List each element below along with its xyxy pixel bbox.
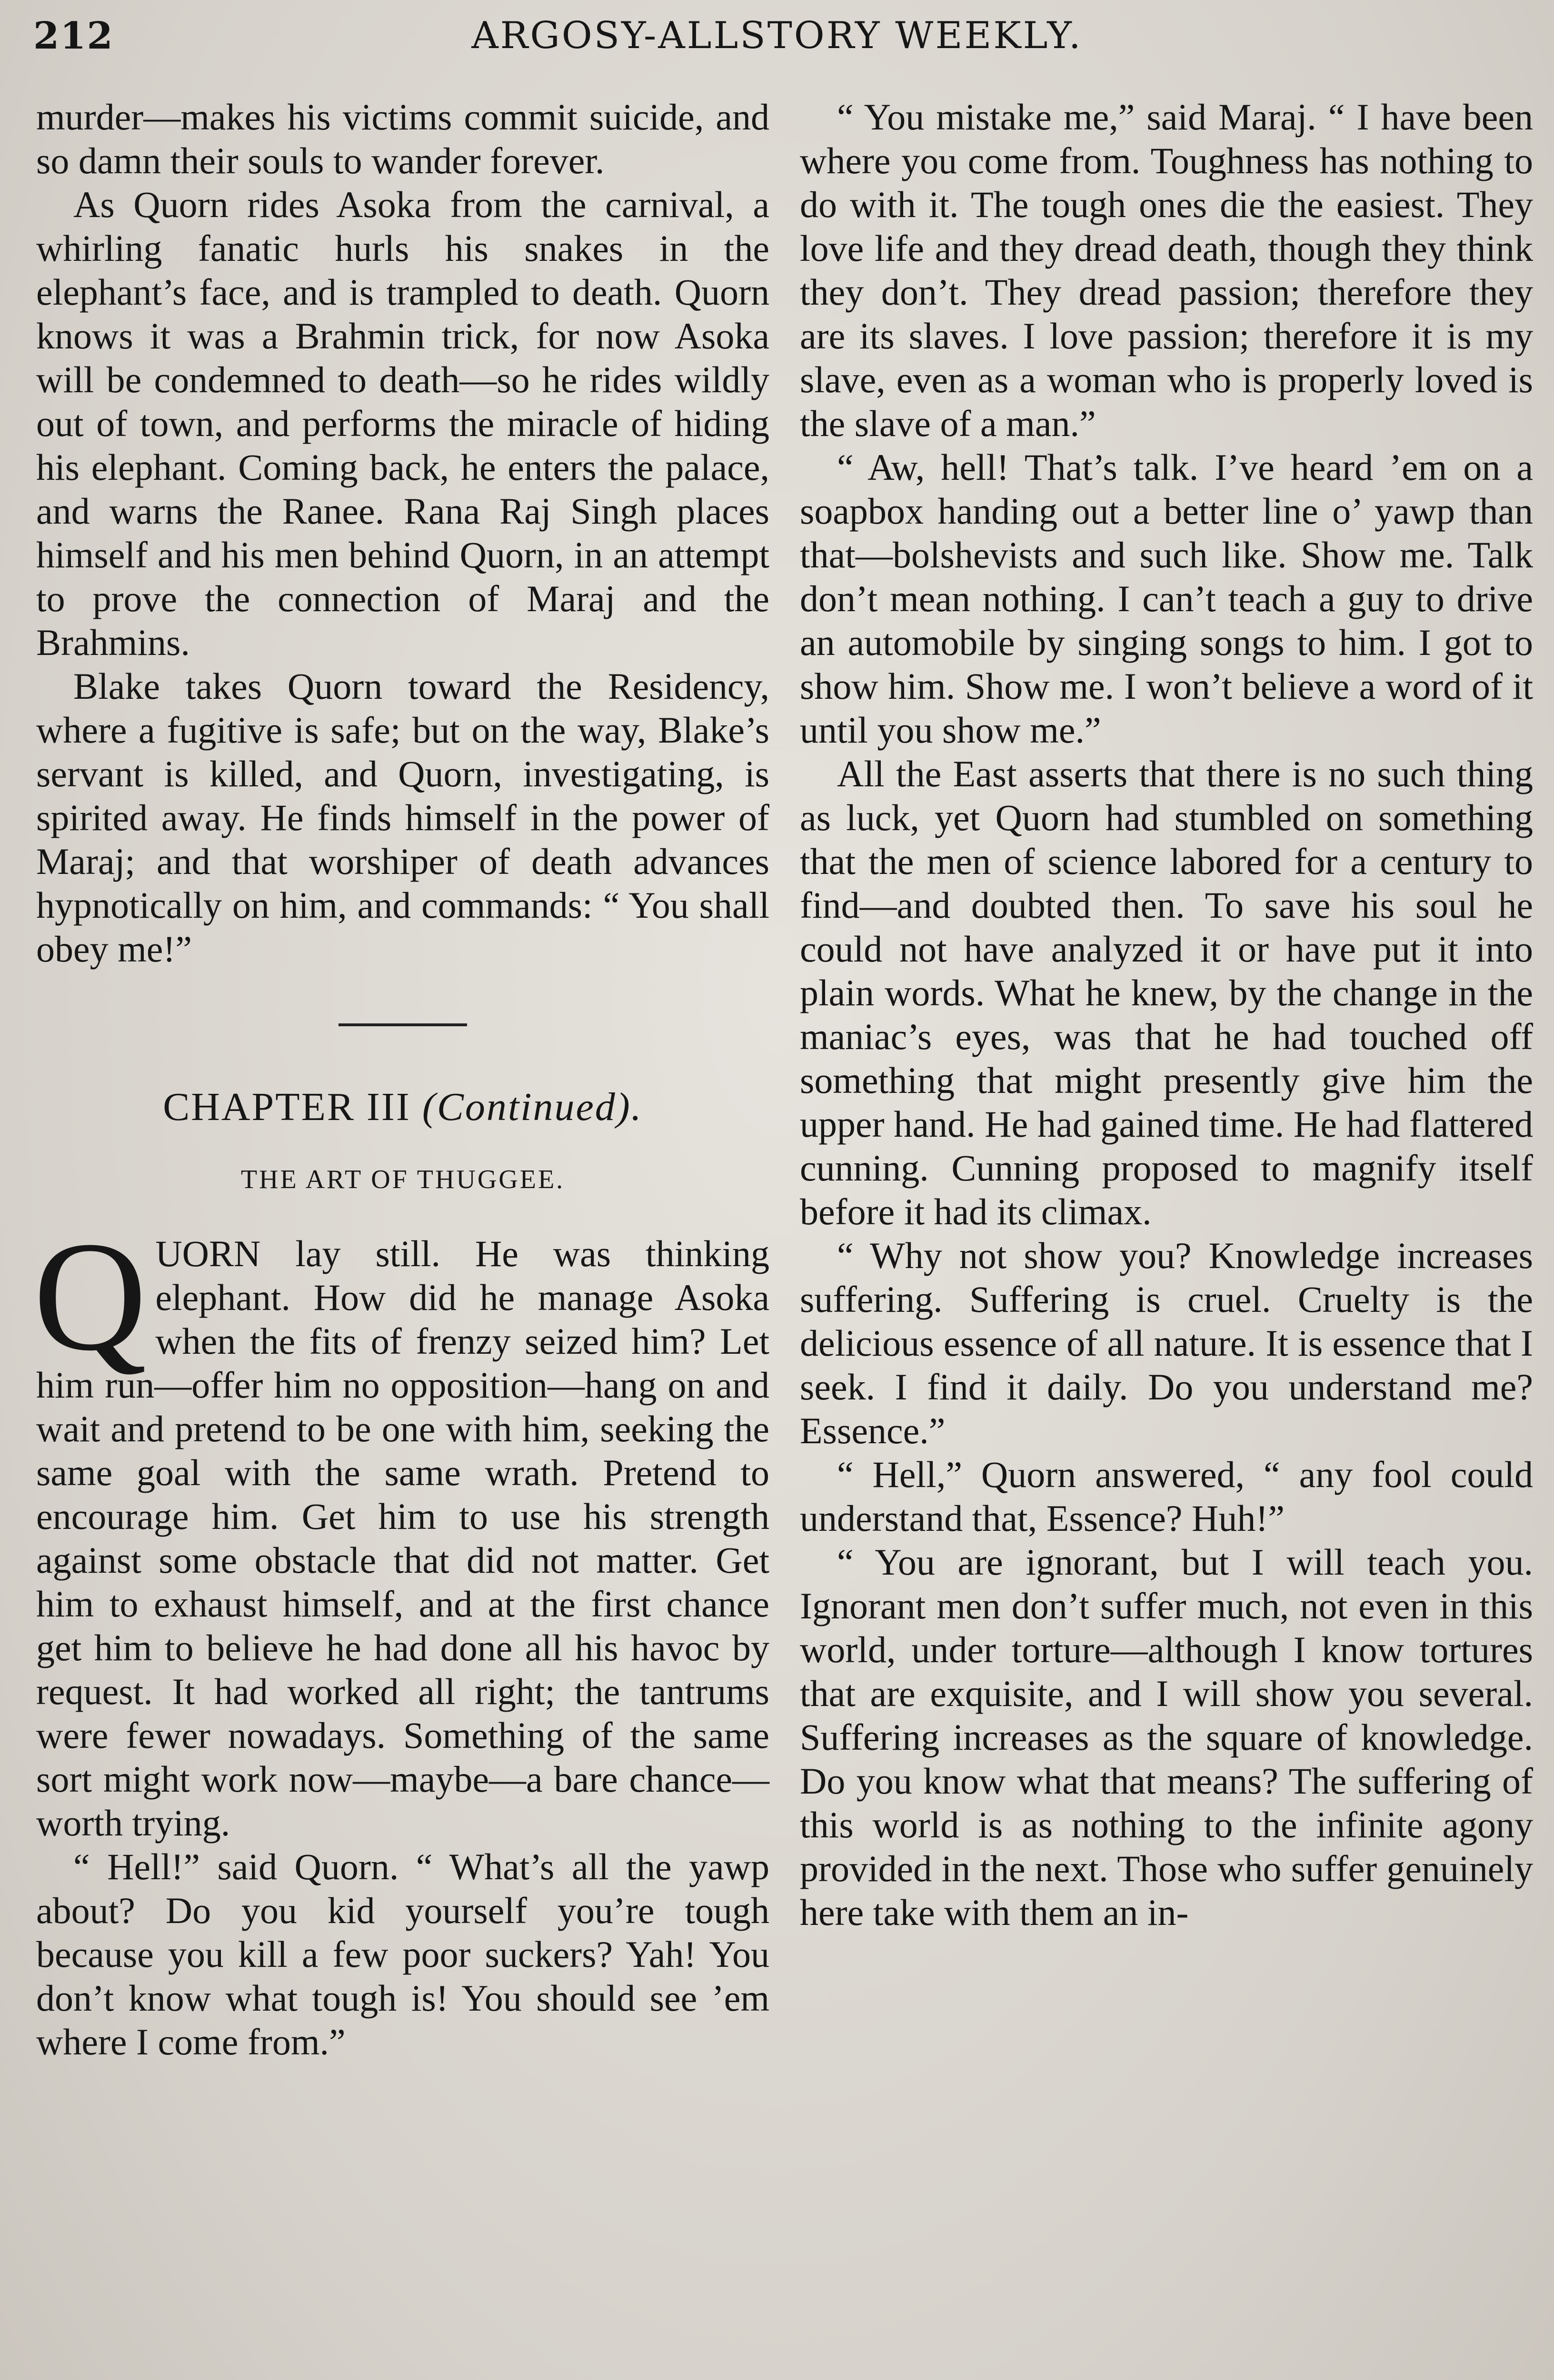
- running-title: ARGOSY-ALLSTORY WEEKLY.: [471, 14, 1083, 57]
- chapter-continued: (Continued).: [422, 1085, 643, 1129]
- paragraph: As Quorn rides Asoka from the carnival, a whirling fanatic hurls his snakes in the elephant’s face, and is trampled to death. Quorn knows it was a Brahmin trick, for now Asoka will be condemned to death—so he rides wildly out of town, and performs the miracle of hiding his elephant. Coming back, he enters the palace, and warns the Ranee. Rana Raj Singh places himself and his men behind Quorn, in an attempt to prove the connection of Maraj and the Brahmins.: [36, 184, 769, 663]
- paragraph: “ Aw, hell! That’s talk. I’ve heard ’em on a soapbox handing out a better line o’ yawp than that—bolshevists and such like. Show me. Talk don’t mean nothing. I can’t teach a guy to drive an automobile by singing songs to him. I got to show him. Show me. I won’t believe a word of it until you show me.”: [800, 446, 1533, 751]
- paragraph: Blake takes Quorn toward the Residency, where a fugitive is safe; but on the way, Blake’s servant is killed, and Quorn, investigating, is spirited away. He finds himself in the power of Maraj; and that worshiper of death advances hypnotically on him, and commands: “ You shall obey me!”: [36, 665, 769, 970]
- right-column: [800, 95, 1533, 1934]
- paragraph: All the East asserts that there is no such thing as luck, yet Quorn had stumbled on something that the men of science labored for a century to find—and doubted then. To save his soul he could not have analyzed it or have put it into plain words. What he knew, by the change in the maniac’s eyes, was that he had touched off something that might presently give him the upper hand. He had gained time. He had flattered cunning. Cunning proposed to magnify itself before it had its climax.: [800, 753, 1533, 1232]
- drop-cap: Q: [33, 1210, 147, 1383]
- left-column: [33, 95, 769, 2064]
- chapter-title: CHAPTER III: [163, 1085, 411, 1129]
- paragraph: “ You are ignorant, but I will teach you. Ignorant men don’t suffer much, not even in this world, under torture—although I know tortures that are exquisite, and I will show you several. Suffering increases as the square of knowledge. Do you know what that means? The suffering of this world is as nothing to the infinite agony provided in the next. Those who suffer genuinely here take with them an in-: [800, 1541, 1533, 1933]
- opening-paragraph: [33, 1210, 769, 1845]
- paragraph: UORN lay still. He was thinking elephant. How did he manage Asoka when the fits of frenzy seized him? Let him run—offer him no opposition—hang on and wait and pretend to be one with him, seeking the same goal with the same wrath. Pretend to encourage him. Get him to use his strength against some obstacle that did not matter. Get him to exhaust himself, and at the first chance get him to believe he had done all his havoc by request. It had worked all right; the tantrums were fewer nowadays. Something of the same sort might work now—maybe—a bare chance—worth trying.: [36, 1233, 769, 1844]
- paragraph: “ You mistake me,” said Maraj. “ I have been where you come from. Toughness has nothing to do with it. The tough ones die the easiest. They love life and they dread death, though they think they don’t. They dread passion; therefore they are its slaves. I love passion; therefore it is my slave, even as a woman who is properly loved is the slave of a man.”: [800, 96, 1533, 444]
- paragraph: murder—makes his victims commit suicide, and so damn their souls to wander forever.: [36, 96, 769, 181]
- paragraph: “ Why not show you? Knowledge increases suffering. Suffering is cruel. Cruelty is the delicious essence of all nature. It is essence that I seek. I find it daily. Do you understand me? Essence.”: [800, 1235, 1533, 1451]
- section-divider: [339, 1023, 467, 1026]
- paragraph: “ Hell,” Quorn answered, “ any fool could understand that, Essence? Huh!”: [800, 1454, 1533, 1539]
- chapter-subtitle: THE ART OF THUGGEE.: [240, 1165, 565, 1194]
- chapter-heading: [36, 1083, 769, 1131]
- page-number: 212: [33, 14, 114, 58]
- page-header: [33, 9, 1521, 66]
- paragraph: “ Hell!” said Quorn. “ What’s all the yawp about? Do you kid yourself you’re tough because you kill a few poor suckers? Yah! You don’t know what tough is! You should see ’em where I come from.”: [36, 1846, 769, 2063]
